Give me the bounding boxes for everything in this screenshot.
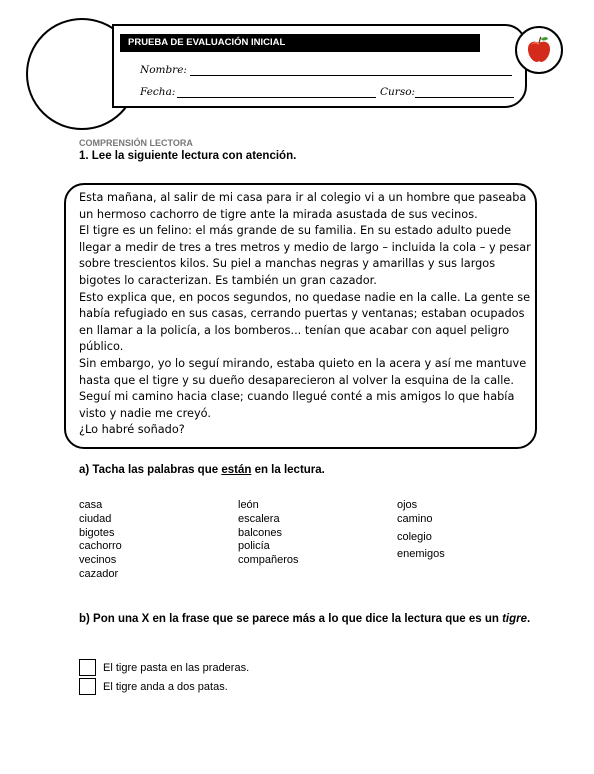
option-checkbox[interactable] (79, 659, 96, 676)
word-item[interactable]: camino (397, 512, 433, 525)
word-item[interactable]: león (238, 499, 259, 511)
option-label: El tigre pasta en las praderas. (103, 662, 250, 674)
reading-paragraph: El tigre es un felino: el más grande de su familia. En su estado adulto puede llegar a medir de tres a tres metros y medio de largo – incluida la cola – y pesar sobre trescientos kilos. Su piel a manchas negras y amarillas y sus largos bigotes lo caracterizan. Es también un gran cazador. (79, 224, 531, 287)
date-label: Fecha: (140, 86, 176, 98)
section-label: COMPRENSIÓN LECTORA (79, 138, 193, 148)
word-item[interactable]: vecinos (79, 554, 117, 567)
word-item[interactable]: cazador (79, 567, 119, 580)
underlined-word: están (221, 464, 252, 476)
word-item[interactable]: cachorro (79, 540, 122, 553)
word-item[interactable]: bigotes (79, 526, 115, 539)
question-b: b) Pon una X en la frase que se parece más a lo que dice la lectura que es un tigre. (79, 613, 531, 625)
course-line[interactable] (415, 97, 514, 98)
date-line[interactable] (177, 97, 376, 98)
reading-paragraph: Esto explica que, en pocos segundos, no quedase nadie en la calle. La gente se había refugiado en sus casas, cerrando puertas y ventanas; estaban ocupados en llamar a la policía, a los bomberos... tenían que acabar con aquel peligro público. (79, 290, 531, 354)
course-label: Curso: (380, 86, 416, 98)
word-item[interactable]: balcones (238, 526, 283, 539)
word-item[interactable]: policía (238, 540, 270, 553)
reading-paragraph: Sin embargo, yo lo seguí mirando, estaba quieto en la acera y así me mantuve hasta que el tigre y su dueño desaparecieron al volver la esquina de la calle. (79, 356, 527, 387)
word-item[interactable]: ciudad (79, 512, 112, 525)
word-item[interactable]: escalera (238, 512, 280, 525)
reading-text (79, 190, 531, 439)
word-item[interactable]: enemigos (397, 548, 445, 561)
question-a: a) Tacha las palabras que están en la lectura. (79, 464, 325, 476)
option-label: El tigre anda a dos patas. (103, 681, 228, 693)
option-checkbox[interactable] (79, 678, 96, 695)
word-column-2 (238, 499, 299, 568)
emphasis-word: tigre (502, 613, 528, 625)
word-item[interactable]: colegio (397, 530, 432, 543)
word-item[interactable]: casa (79, 499, 103, 511)
name-label: Nombre: (140, 64, 187, 76)
word-item[interactable]: ojos (397, 499, 418, 511)
apple-icon (523, 34, 555, 66)
reading-paragraph: Esta mañana, al salir de mi casa para ir al colegio vi a un hombre que paseaba un hermoso cachorro de tigre ante la mirada asustada de sus vecinos. (79, 191, 527, 221)
question-1: 1. Lee la siguiente lectura con atención. (79, 150, 297, 162)
name-line[interactable] (190, 75, 512, 76)
header-title: PRUEBA DE EVALUACIÓN INICIAL (120, 34, 480, 52)
reading-paragraph: Seguí mi camino hacia clase; cuando llegué conté a mis amigos lo que había visto y nadie me creyó. (79, 390, 515, 420)
word-item[interactable]: compañeros (238, 554, 299, 567)
word-column-3 (397, 499, 445, 562)
reading-paragraph: ¿Lo habré soñado? (79, 423, 185, 437)
word-column-1 (79, 499, 122, 582)
